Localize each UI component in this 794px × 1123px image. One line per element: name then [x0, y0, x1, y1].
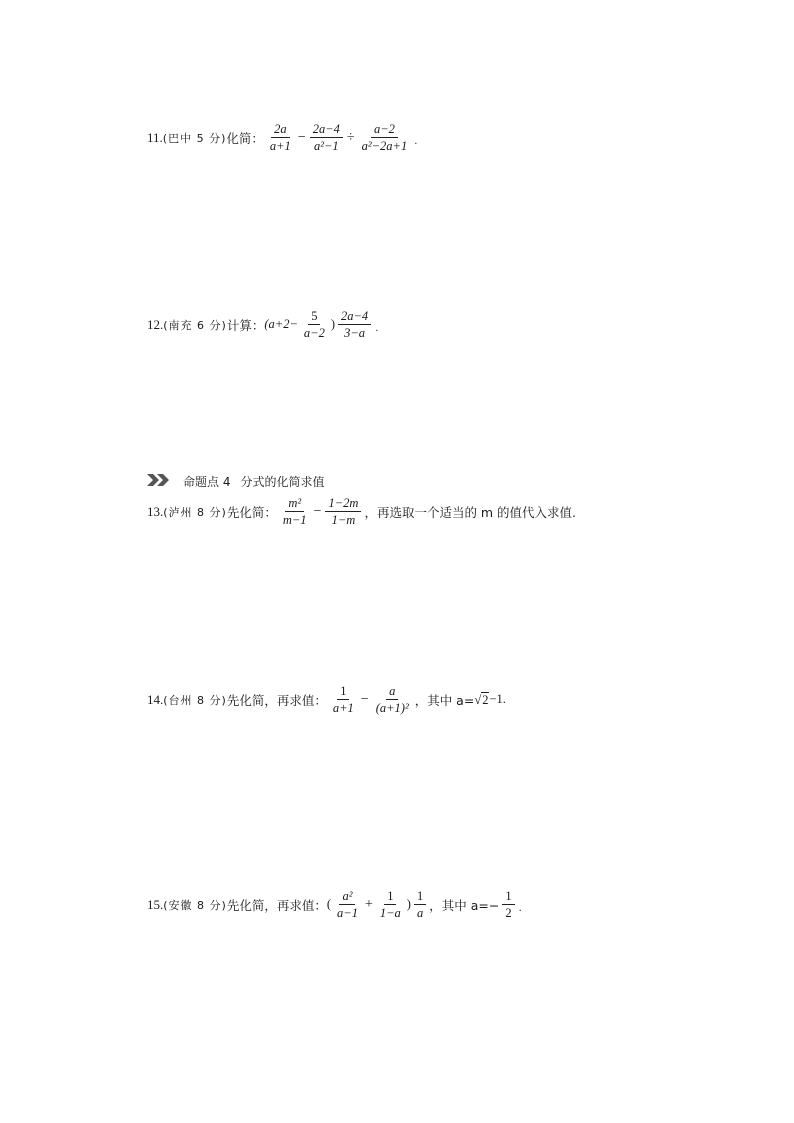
end-mark: . — [518, 903, 522, 914]
fraction — [310, 121, 343, 154]
problem-tail: ，再选取一个适当的 m 的值代入求值. — [364, 504, 577, 520]
problem-14 — [147, 683, 506, 716]
fraction — [280, 495, 310, 528]
problem-source: (安徽 8 分) — [163, 898, 227, 912]
numerator: 1 — [384, 888, 396, 905]
expression-close: ) — [330, 317, 335, 331]
end-mark: . — [375, 323, 379, 334]
problem-instruction: 化简： — [226, 130, 264, 146]
fraction — [325, 495, 361, 528]
denominator: a²−1 — [313, 139, 339, 153]
numerator: 2a−4 — [338, 308, 371, 325]
operator: + — [364, 896, 373, 912]
section-heading — [147, 473, 324, 490]
problem-instruction: 先化简，再求值： — [226, 897, 327, 913]
fraction — [502, 888, 514, 921]
denominator: a+1 — [332, 701, 354, 715]
problem-12 — [147, 308, 378, 341]
square-root — [474, 692, 489, 708]
problem-number: 11. — [147, 129, 163, 145]
denominator: 1−a — [379, 906, 401, 920]
problem-condition: ，其中 a= — [414, 692, 475, 708]
fraction — [330, 683, 357, 716]
operator: ÷ — [346, 129, 355, 145]
problem-13 — [147, 495, 576, 528]
numerator: 1 — [502, 888, 514, 905]
fraction — [414, 888, 426, 921]
double-chevron-right-icon — [147, 473, 171, 490]
problem-number: 12. — [147, 316, 164, 332]
numerator: 2a−4 — [310, 121, 343, 138]
numerator: 1−2m — [325, 495, 361, 512]
fraction — [373, 683, 412, 716]
denominator: a−2 — [303, 326, 325, 340]
denominator: 2 — [505, 906, 512, 920]
operator: − — [360, 691, 369, 707]
numerator: a² — [339, 888, 355, 905]
numerator: a−2 — [371, 121, 398, 138]
numerator: 1 — [337, 683, 349, 700]
fraction — [334, 888, 361, 921]
expression-close: ) — [406, 897, 411, 911]
numerator: 1 — [414, 888, 426, 905]
problem-source: (台州 8 分) — [163, 693, 227, 707]
section-label: 命题点 4 — [183, 475, 231, 489]
denominator: a²−2a+1 — [361, 139, 408, 153]
problem-instruction: 先化简： — [226, 504, 277, 520]
problem-number: 13. — [147, 503, 164, 519]
problem-15 — [147, 888, 522, 921]
fraction — [359, 121, 411, 154]
operator: − — [297, 129, 306, 145]
numerator: a — [386, 683, 398, 700]
problem-instruction: 计算： — [226, 317, 265, 333]
section-title: 分式的化简求值 — [240, 475, 325, 489]
problem-instruction: 先化简，再求值： — [226, 692, 327, 708]
problem-source: (南充 6 分) — [163, 318, 227, 332]
numerator: m² — [285, 495, 304, 512]
problem-source: (泸州 8 分) — [163, 505, 227, 519]
denominator: (a+1)² — [375, 701, 409, 715]
fraction — [377, 888, 404, 921]
numerator: 2a — [271, 121, 290, 138]
operator: − — [313, 503, 322, 519]
expression-open: ( — [326, 897, 332, 911]
radicand: 2 — [482, 692, 489, 707]
denominator: 3−a — [344, 326, 366, 340]
expression-open: (a+2− — [264, 317, 298, 331]
problem-source: (巴中 5 分) — [162, 131, 227, 145]
denominator: 1−m — [331, 513, 356, 527]
problem-11 — [147, 121, 417, 154]
denominator: m−1 — [282, 513, 307, 527]
fraction — [267, 121, 294, 154]
numerator: 5 — [308, 308, 320, 325]
radical-sign-icon: √ — [474, 692, 482, 707]
problem-condition-end: −1. — [489, 692, 506, 706]
denominator: a+1 — [269, 139, 291, 153]
end-mark: . — [414, 136, 418, 147]
problem-number: 14. — [147, 691, 164, 707]
fraction — [338, 308, 371, 341]
fraction — [301, 308, 328, 341]
problem-number: 15. — [147, 896, 164, 912]
denominator: a — [416, 906, 424, 920]
denominator: a−1 — [337, 906, 358, 920]
problem-condition: ，其中 a=− — [429, 897, 500, 913]
